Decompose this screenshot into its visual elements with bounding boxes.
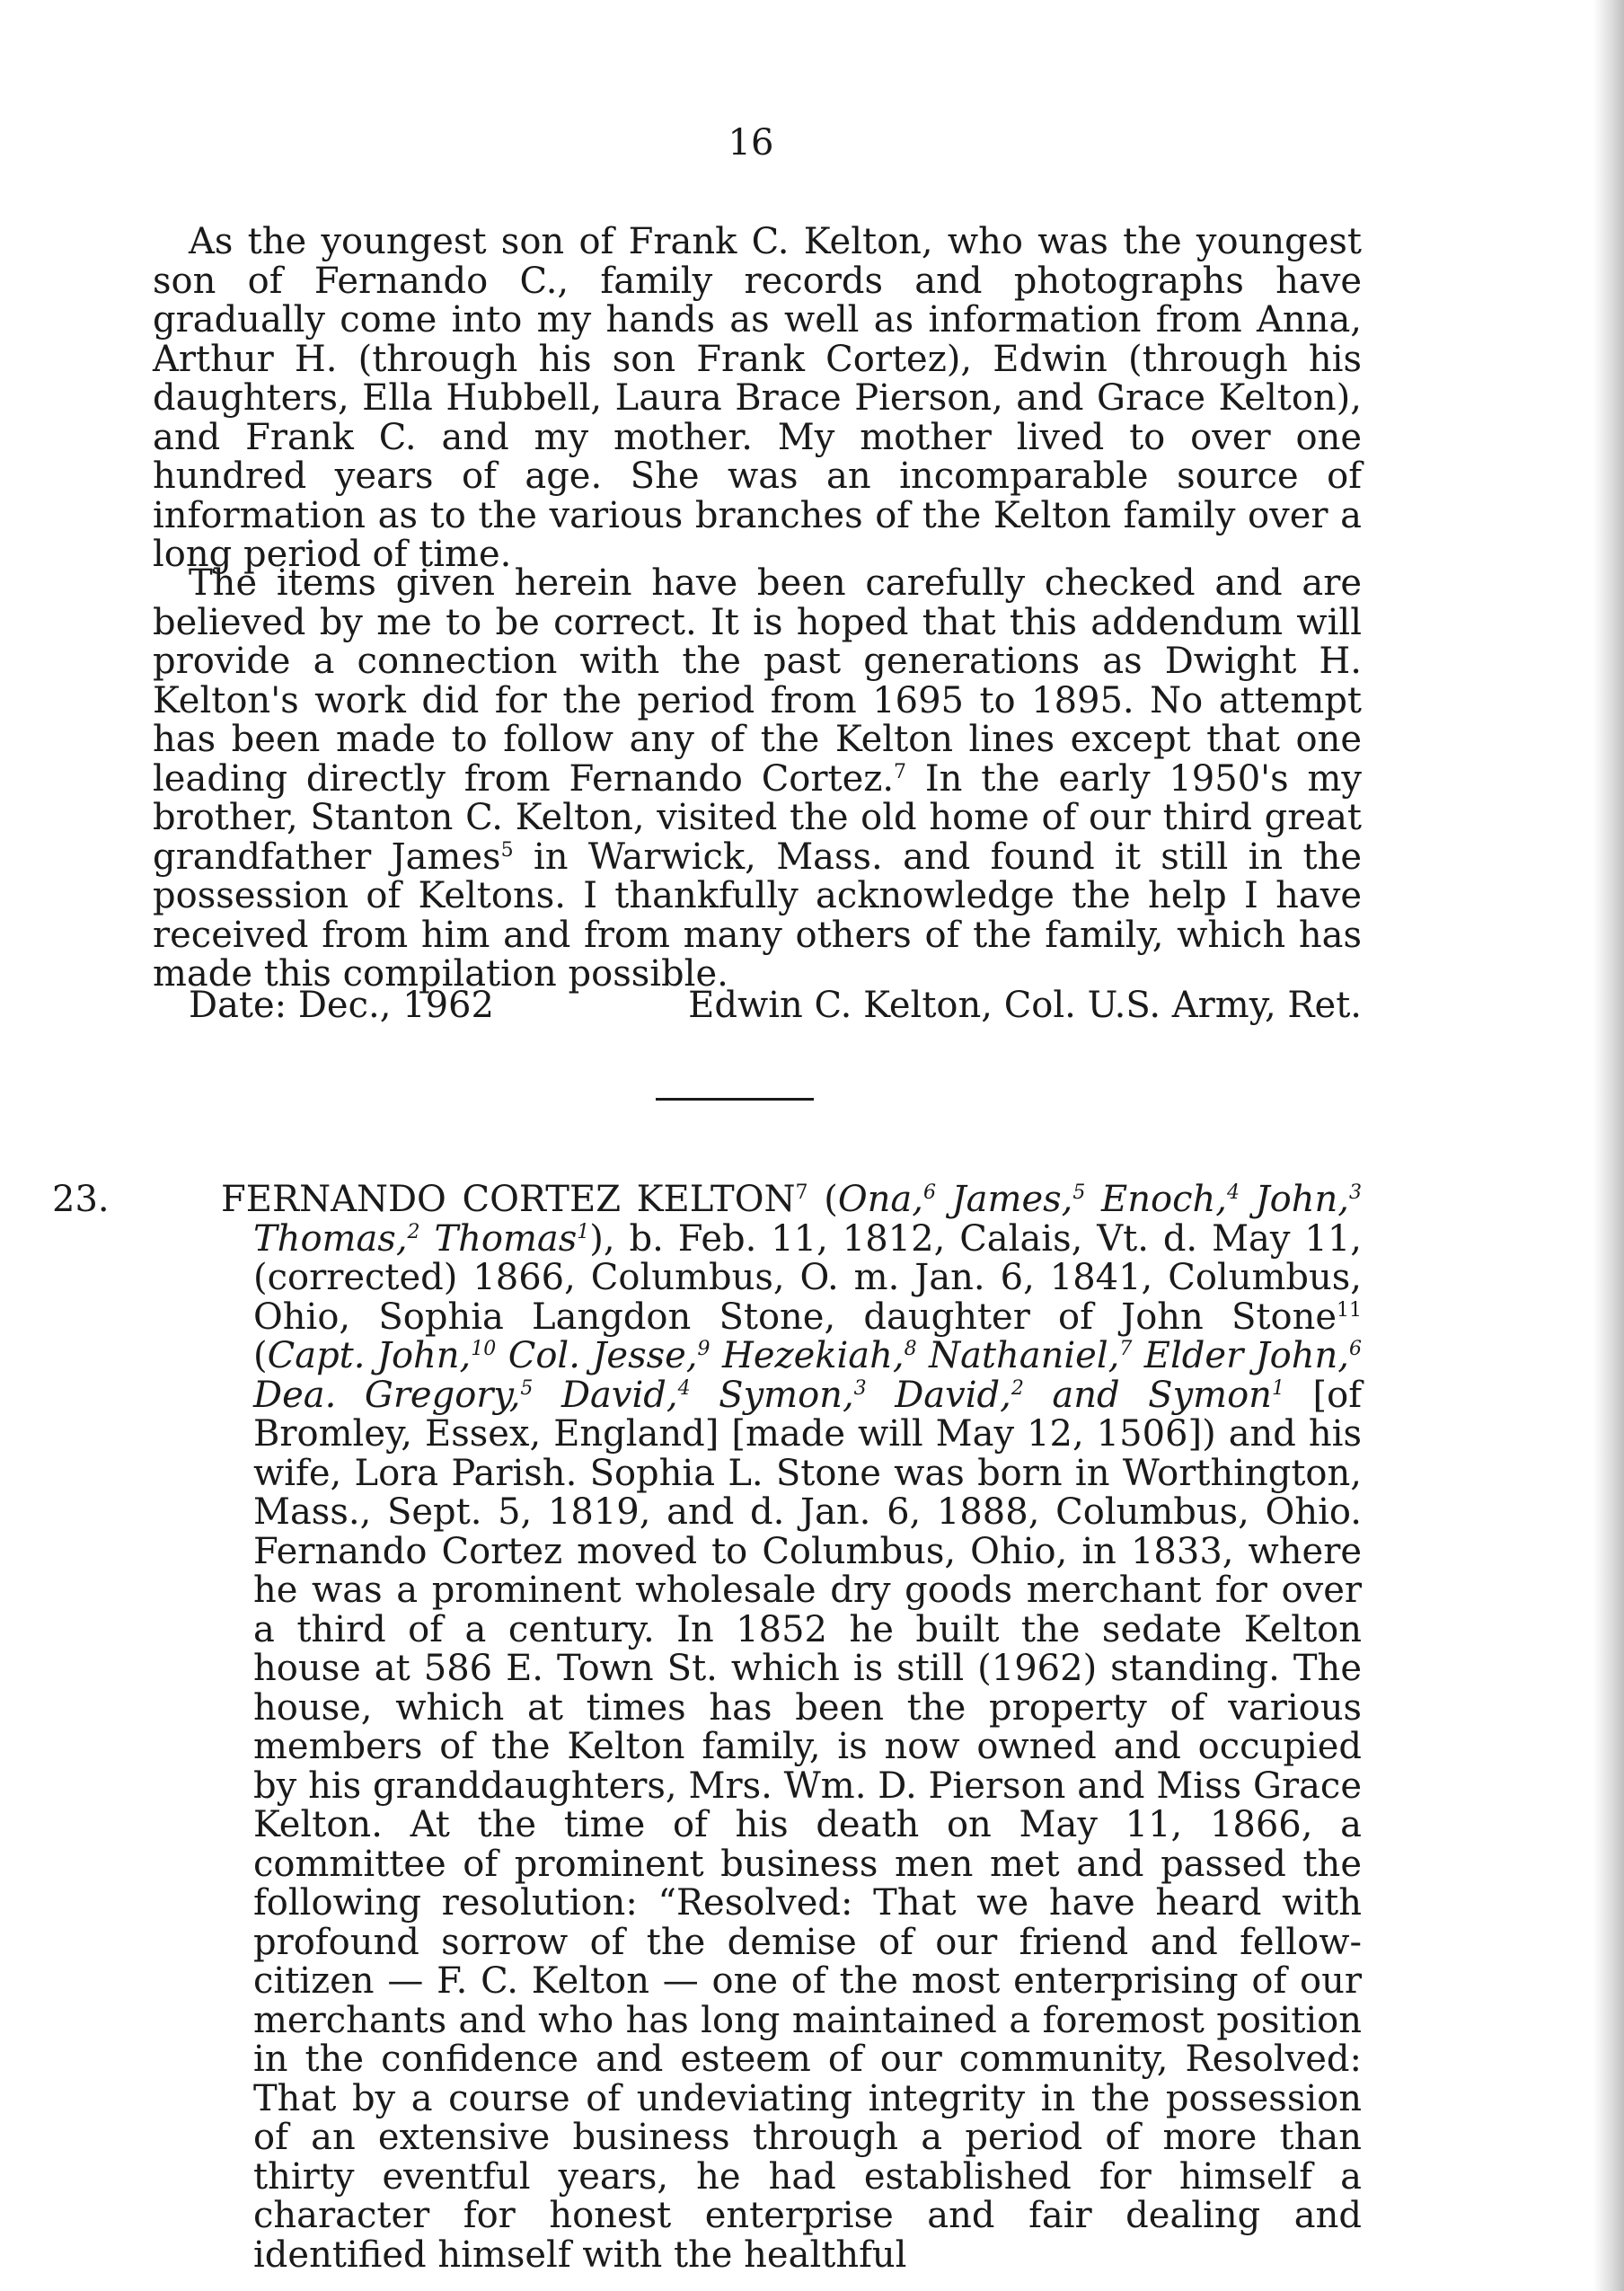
lineage-name: Symon, bbox=[690, 1374, 854, 1416]
lineage-name: Thomas bbox=[419, 1217, 578, 1260]
intro-paragraph-1-text: As the youngest son of Frank C. Kelton, who was the youngest son of Fernando C., family records and photographs have gradually come into my hands as well as information from Anna, Arthur H. (through his son Frank Cortez), Edwin (through his daughters, Ella Hubbell, Laura Brace Pierson, and Grace Kelton), and Frank C. and my mother. My mother lived to over one hundred years of age. She was an incomparable source of information as to the various branches of the Kelton family over a long period of time. bbox=[153, 221, 1362, 575]
lineage-name: John, bbox=[1239, 1179, 1350, 1220]
paren-open: ( bbox=[253, 1335, 268, 1376]
generation-marker: 3 bbox=[1349, 1181, 1363, 1204]
intro-paragraph-2-part-3: in Warwick, Mass. and found it still in the possession of Keltons. I thankfully acknowledge the help I have received from him and from many others of the family, which has made this compilation possible. bbox=[153, 836, 1362, 995]
intro-paragraph-2 bbox=[153, 564, 1362, 995]
lineage-name: Enoch, bbox=[1085, 1179, 1227, 1220]
section-divider bbox=[656, 1098, 814, 1101]
generation-marker: 11 bbox=[1337, 1298, 1362, 1322]
generation-marker: 6 bbox=[1349, 1338, 1362, 1360]
generation-marker: 4 bbox=[1226, 1181, 1240, 1204]
lineage-name: David, bbox=[866, 1374, 1011, 1416]
lineage-name: James, bbox=[935, 1179, 1073, 1220]
generation-marker: 10 bbox=[471, 1338, 497, 1360]
generation-marker: 2 bbox=[407, 1220, 420, 1243]
intro-paragraph-1 bbox=[153, 223, 1362, 575]
entry-number: 23. bbox=[52, 1179, 110, 1220]
footnote-marker: 5 bbox=[500, 838, 514, 862]
paren-open: ( bbox=[808, 1179, 838, 1220]
generation-marker: 9 bbox=[697, 1338, 710, 1360]
generation-marker: 1 bbox=[577, 1220, 590, 1243]
generation-marker: 5 bbox=[1072, 1181, 1086, 1204]
intro-paragraph-2-text bbox=[153, 564, 1362, 995]
generation-marker: 7 bbox=[795, 1181, 808, 1204]
intro-paragraph-2-part-1: The items given herein have been carefully checked and are believed by me to be correct. It is hoped that this addendum will provide a connection with the past generations as Dwight H. Kelton's work did for the period from 1695 to 1895. No attempt has been made to follow any of the Kelton lines except that one leading directly from Fernando Cortez. bbox=[153, 562, 1362, 800]
generation-marker: 5 bbox=[520, 1376, 534, 1400]
genealogy-entry-23 bbox=[52, 1179, 1363, 2276]
lineage-name: Nathaniel, bbox=[916, 1335, 1120, 1376]
lineage-name: Dea. Gregory, bbox=[253, 1374, 521, 1416]
lineage-stone bbox=[253, 1335, 1362, 1416]
lineage-name: and Symon bbox=[1023, 1374, 1272, 1416]
lineage-name: Thomas, bbox=[253, 1217, 408, 1260]
date-label: Date: Dec., 1962 bbox=[189, 985, 494, 1026]
dateline bbox=[189, 985, 1362, 1026]
entry-text-vitals: ), b. Feb. 11, 1812, Calais, Vt. d. May 11, (corrected) 1866, Columbus, O. m. Jan. 6, 1841, Columbus, Ohio, Sophia Langdon Stone, daughter of John Stone bbox=[253, 1217, 1362, 1338]
lineage-name: Hezekiah, bbox=[710, 1335, 905, 1376]
lineage-name: Capt. John, bbox=[267, 1335, 472, 1376]
generation-marker: 7 bbox=[1119, 1338, 1133, 1360]
lineage-name: Ona, bbox=[837, 1179, 923, 1220]
generation-marker: 2 bbox=[1011, 1376, 1024, 1400]
lineage-name: David, bbox=[533, 1374, 678, 1416]
generation-marker: 6 bbox=[922, 1181, 936, 1204]
entry-body bbox=[52, 1179, 1363, 2276]
lineage-name: Col. Jesse, bbox=[496, 1335, 698, 1376]
author-signature: Edwin C. Kelton, Col. U.S. Army, Ret. bbox=[688, 985, 1362, 1026]
footnote-marker: 7 bbox=[894, 760, 907, 783]
entry-name: FERNANDO CORTEZ KELTON bbox=[221, 1179, 796, 1220]
lineage-name: Elder John, bbox=[1132, 1335, 1349, 1376]
intro-paragraph-2-part-2: In the early 1950's my brother, Stanton C. Kelton, visited the old home of our third great grandfather James bbox=[153, 757, 1362, 878]
generation-marker: 4 bbox=[677, 1376, 691, 1400]
generation-marker: 8 bbox=[904, 1338, 917, 1360]
page-number: 16 bbox=[728, 122, 774, 164]
generation-marker: 3 bbox=[853, 1376, 867, 1400]
generation-marker: 1 bbox=[1271, 1376, 1284, 1400]
page-edge-shadow bbox=[1593, 0, 1624, 2291]
entry-text-body: [of Bromley, Essex, England] [made will May 12, 1506]) and his wife, Lora Parish. Sophia L. Stone was born in Worthington, Mass., Sept. 5, 1819, and d. Jan. 6, 1888, Columbus, Ohio. Fernando Cortez moved to Columbus, Ohio, in 1833, where he was a prominent wholesale dry goods merchant for over a third of a century. In 1852 he built the sedate Kelton house at 586 E. Town St. which is still (1962) standing. The house, which at times has been the property of various members of the Kelton family, is now owned and occupied by his granddaughters, Mrs. Wm. D. Pierson and Miss Grace Kelton. At the time of his death on May 11, 1866, a committee of prominent business men met and passed the following resolution: “Resolved: That we have heard with profound sorrow of the demise of our friend and fellow-citizen — F. C. Kelton — one of the most enterprising of our merchants and who has long maintained a foremost position in the confidence and esteem of our community, Resolved: That by a course of undeviating integrity in the possession of an extensive business through a period of more than thirty eventful years, he had established for himself a character for honest enterprise and fair dealing and identified himself with the healthful bbox=[253, 1374, 1363, 2276]
